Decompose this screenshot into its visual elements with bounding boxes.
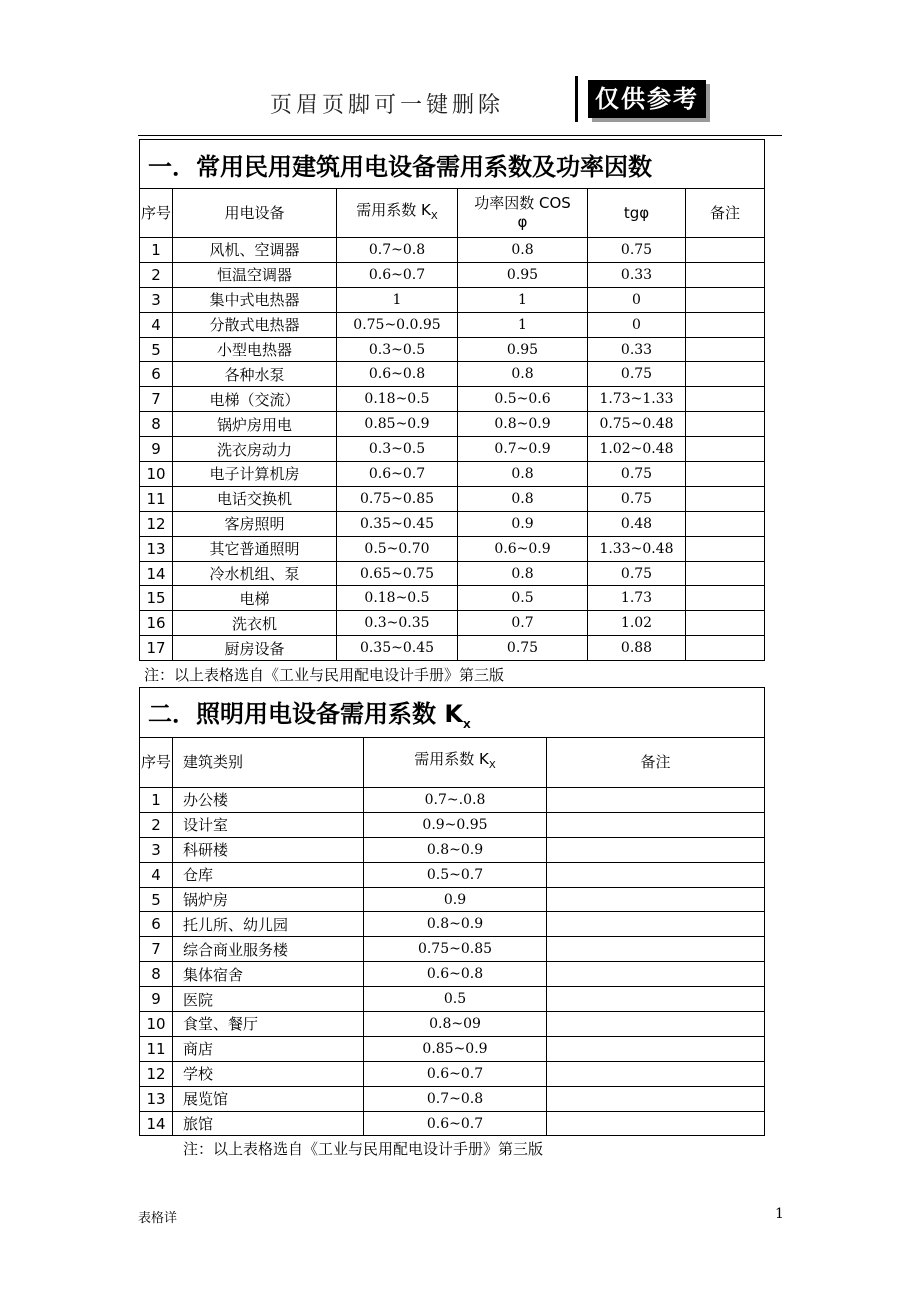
table-row — [140, 987, 765, 1012]
note-cell — [686, 412, 765, 437]
cos-value: 0.8~0.9 — [458, 412, 588, 437]
note-cell — [686, 387, 765, 412]
row-number: 2 — [140, 262, 173, 287]
note-cell — [547, 788, 765, 813]
table-row — [140, 862, 765, 887]
tg-value: 0 — [588, 312, 686, 337]
building-type: 医院 — [173, 987, 364, 1012]
table1-title: 一．常用民用建筑用电设备需用系数及功率因数 — [140, 140, 765, 189]
tg-value: 0.75~0.48 — [588, 412, 686, 437]
note-cell — [547, 1061, 765, 1086]
table-row — [140, 912, 765, 937]
tg-value: 0.75 — [588, 238, 686, 263]
kx-value: 0.5~0.7 — [364, 862, 547, 887]
header-device: 用电设备 — [173, 189, 337, 238]
header-building-type: 建筑类别 — [173, 738, 364, 788]
row-number: 7 — [140, 937, 173, 962]
tg-value: 1.73~1.33 — [588, 387, 686, 412]
device-name: 洗衣机 — [173, 611, 337, 636]
kx-value: 0.35~0.45 — [337, 636, 458, 661]
header-text: 页眉页脚可一键删除 — [270, 93, 505, 118]
header-divider — [575, 76, 578, 122]
row-number: 4 — [140, 312, 173, 337]
building-type: 托儿所、幼儿园 — [173, 912, 364, 937]
row-number: 5 — [140, 887, 173, 912]
building-type: 办公楼 — [173, 788, 364, 813]
row-number: 14 — [140, 1111, 173, 1136]
page-number: 1 — [775, 1206, 784, 1222]
table-row — [140, 1012, 765, 1037]
building-type: 仓库 — [173, 862, 364, 887]
row-number: 10 — [140, 1012, 173, 1037]
tg-value: 1.33~0.48 — [588, 536, 686, 561]
cos-value: 0.8 — [458, 362, 588, 387]
device-name: 厨房设备 — [173, 636, 337, 661]
row-number: 12 — [140, 1061, 173, 1086]
device-name: 洗衣房动力 — [173, 437, 337, 462]
table-lighting-coefficients — [139, 687, 765, 1136]
tg-value: 1.73 — [588, 586, 686, 611]
row-number: 17 — [140, 636, 173, 661]
row-number: 16 — [140, 611, 173, 636]
row-number: 1 — [140, 238, 173, 263]
kx-value: 0.9~0.95 — [364, 812, 547, 837]
building-type: 学校 — [173, 1061, 364, 1086]
kx-value: 0.7~.0.8 — [364, 788, 547, 813]
footer-label: 表格详 — [138, 1211, 178, 1226]
device-name: 电梯（交流） — [173, 387, 337, 412]
device-name: 冷水机组、泵 — [173, 561, 337, 586]
cos-value: 0.5~0.6 — [458, 387, 588, 412]
table-row — [140, 437, 765, 462]
kx-value: 0.35~0.45 — [337, 511, 458, 536]
table-row — [140, 937, 765, 962]
table-row — [140, 1036, 765, 1061]
kx-value: 0.8~0.9 — [364, 837, 547, 862]
kx-value: 0.6~0.8 — [337, 362, 458, 387]
building-type: 集体宿舍 — [173, 962, 364, 987]
kx-value: 0.75~0.0.95 — [337, 312, 458, 337]
cos-value: 0.5 — [458, 586, 588, 611]
table2-source-note: 注：以上表格选自《工业与民用配电设计手册》第三版 — [183, 1140, 544, 1158]
row-number: 2 — [140, 812, 173, 837]
table-row — [140, 462, 765, 487]
table-row — [140, 238, 765, 263]
note-cell — [686, 337, 765, 362]
kx-value: 0.6~0.7 — [364, 1061, 547, 1086]
kx-value: 0.3~0.5 — [337, 437, 458, 462]
device-name: 分散式电热器 — [173, 312, 337, 337]
table-row — [140, 887, 765, 912]
note-cell — [686, 511, 765, 536]
device-name: 恒温空调器 — [173, 262, 337, 287]
device-name: 锅炉房用电 — [173, 412, 337, 437]
note-cell — [547, 812, 765, 837]
cos-value: 0.8 — [458, 561, 588, 586]
tg-value: 0.33 — [588, 337, 686, 362]
note-cell — [686, 462, 765, 487]
table-row — [140, 287, 765, 312]
kx-value: 0.8~0.9 — [364, 912, 547, 937]
header-kx: 需用系数 $K_X$ — [364, 738, 547, 788]
kx-value: 0.5 — [364, 987, 547, 1012]
device-name: 各种水泵 — [173, 362, 337, 387]
table-row — [140, 586, 765, 611]
kx-value: 0.75~0.85 — [364, 937, 547, 962]
building-type: 展览馆 — [173, 1086, 364, 1111]
cos-value: 0.8 — [458, 486, 588, 511]
device-name: 其它普通照明 — [173, 536, 337, 561]
table-row — [140, 962, 765, 987]
table-row — [140, 636, 765, 661]
note-cell — [547, 1111, 765, 1136]
kx-value: 1 — [337, 287, 458, 312]
table-row — [140, 812, 765, 837]
row-number: 3 — [140, 837, 173, 862]
table-row — [140, 362, 765, 387]
table-row — [140, 511, 765, 536]
row-number: 14 — [140, 561, 173, 586]
header-tg: tgφ — [588, 189, 686, 238]
row-number: 8 — [140, 962, 173, 987]
header-kx: 需用系数 $K_X$ — [337, 189, 458, 238]
note-cell — [547, 937, 765, 962]
table-demand-coefficients — [139, 139, 765, 661]
note-cell — [686, 561, 765, 586]
tg-value: 0.75 — [588, 561, 686, 586]
row-number: 15 — [140, 586, 173, 611]
row-number: 1 — [140, 788, 173, 813]
cos-value: 0.8 — [458, 462, 588, 487]
note-cell — [547, 1012, 765, 1037]
cos-value: 0.7~0.9 — [458, 437, 588, 462]
kx-value: 0.3~0.35 — [337, 611, 458, 636]
row-number: 10 — [140, 462, 173, 487]
note-cell — [686, 312, 765, 337]
kx-value: 0.75~0.85 — [337, 486, 458, 511]
device-name: 风机、空调器 — [173, 238, 337, 263]
table-row — [140, 486, 765, 511]
tg-value: 0.33 — [588, 262, 686, 287]
row-number: 4 — [140, 862, 173, 887]
table1-source-note: 注：以上表格选自《工业与民用配电设计手册》第三版 — [144, 666, 505, 684]
kx-value: 0.7~0.8 — [337, 238, 458, 263]
kx-value: 0.6~0.7 — [337, 262, 458, 287]
tg-value: 0.75 — [588, 462, 686, 487]
table-row — [140, 788, 765, 813]
cos-value: 0.8 — [458, 238, 588, 263]
header-seq: 序号 — [140, 189, 173, 238]
header-seq: 序号 — [140, 738, 173, 788]
cos-value: 0.7 — [458, 611, 588, 636]
cos-value: 0.6~0.9 — [458, 536, 588, 561]
kx-value: 0.5~0.70 — [337, 536, 458, 561]
device-name: 集中式电热器 — [173, 287, 337, 312]
header-cos: 功率因数 COS φ — [458, 189, 588, 238]
row-number: 7 — [140, 387, 173, 412]
note-cell — [547, 912, 765, 937]
note-cell — [686, 586, 765, 611]
cos-value: 1 — [458, 312, 588, 337]
note-cell — [686, 262, 765, 287]
device-name: 小型电热器 — [173, 337, 337, 362]
kx-value: 0.6~0.7 — [337, 462, 458, 487]
kx-value: 0.7~0.8 — [364, 1086, 547, 1111]
table-row — [140, 536, 765, 561]
table-row — [140, 611, 765, 636]
note-cell — [686, 536, 765, 561]
table-row — [140, 387, 765, 412]
kx-value: 0.9 — [364, 887, 547, 912]
cos-value: 0.75 — [458, 636, 588, 661]
table-row — [140, 262, 765, 287]
note-cell — [547, 1086, 765, 1111]
building-type: 科研楼 — [173, 837, 364, 862]
cos-value: 0.95 — [458, 337, 588, 362]
note-cell — [547, 887, 765, 912]
device-name: 电梯 — [173, 586, 337, 611]
device-name: 电子计算机房 — [173, 462, 337, 487]
table-row — [140, 337, 765, 362]
row-number: 9 — [140, 987, 173, 1012]
note-cell — [686, 636, 765, 661]
device-name: 电话交换机 — [173, 486, 337, 511]
note-cell — [547, 987, 765, 1012]
row-number: 9 — [140, 437, 173, 462]
kx-value: 0.85~0.9 — [364, 1036, 547, 1061]
tg-value: 0.48 — [588, 511, 686, 536]
note-cell — [547, 862, 765, 887]
row-number: 13 — [140, 1086, 173, 1111]
kx-value: 0.85~0.9 — [337, 412, 458, 437]
note-cell — [686, 287, 765, 312]
tg-value: 1.02~0.48 — [588, 437, 686, 462]
building-type: 商店 — [173, 1036, 364, 1061]
device-name: 客房照明 — [173, 511, 337, 536]
table-row — [140, 412, 765, 437]
row-number: 6 — [140, 362, 173, 387]
row-number: 6 — [140, 912, 173, 937]
note-cell — [686, 486, 765, 511]
table2-title: 二．照明用电设备需用系数 $K_X$ — [140, 688, 765, 738]
note-cell — [686, 238, 765, 263]
note-cell — [547, 1036, 765, 1061]
cos-value: 0.9 — [458, 511, 588, 536]
kx-value: 0.6~0.7 — [364, 1111, 547, 1136]
row-number: 8 — [140, 412, 173, 437]
cos-value: 0.95 — [458, 262, 588, 287]
building-type: 综合商业服务楼 — [173, 937, 364, 962]
header-note: 备注 — [547, 738, 765, 788]
table-row — [140, 1061, 765, 1086]
building-type: 设计室 — [173, 812, 364, 837]
kx-value: 0.18~0.5 — [337, 387, 458, 412]
tg-value: 1.02 — [588, 611, 686, 636]
kx-value: 0.65~0.75 — [337, 561, 458, 586]
note-cell — [547, 962, 765, 987]
kx-value: 0.6~0.8 — [364, 962, 547, 987]
tg-value: 0 — [588, 287, 686, 312]
note-cell — [547, 837, 765, 862]
cos-value: 1 — [458, 287, 588, 312]
note-cell — [686, 611, 765, 636]
building-type: 旅馆 — [173, 1111, 364, 1136]
table-row — [140, 1086, 765, 1111]
row-number: 12 — [140, 511, 173, 536]
table-row — [140, 837, 765, 862]
kx-value: 0.8~09 — [364, 1012, 547, 1037]
row-number: 5 — [140, 337, 173, 362]
kx-value: 0.3~0.5 — [337, 337, 458, 362]
building-type: 食堂、餐厅 — [173, 1012, 364, 1037]
table-row — [140, 1111, 765, 1136]
note-cell — [686, 362, 765, 387]
header-badge: 仅供参考 — [588, 80, 706, 118]
table-row — [140, 312, 765, 337]
tg-value: 0.75 — [588, 486, 686, 511]
tg-value: 0.88 — [588, 636, 686, 661]
building-type: 锅炉房 — [173, 887, 364, 912]
tg-value: 0.75 — [588, 362, 686, 387]
kx-value: 0.18~0.5 — [337, 586, 458, 611]
row-number: 13 — [140, 536, 173, 561]
row-number: 3 — [140, 287, 173, 312]
row-number: 11 — [140, 486, 173, 511]
table-row — [140, 561, 765, 586]
note-cell — [686, 437, 765, 462]
header-note: 备注 — [686, 189, 765, 238]
header-rule — [138, 135, 782, 136]
row-number: 11 — [140, 1036, 173, 1061]
